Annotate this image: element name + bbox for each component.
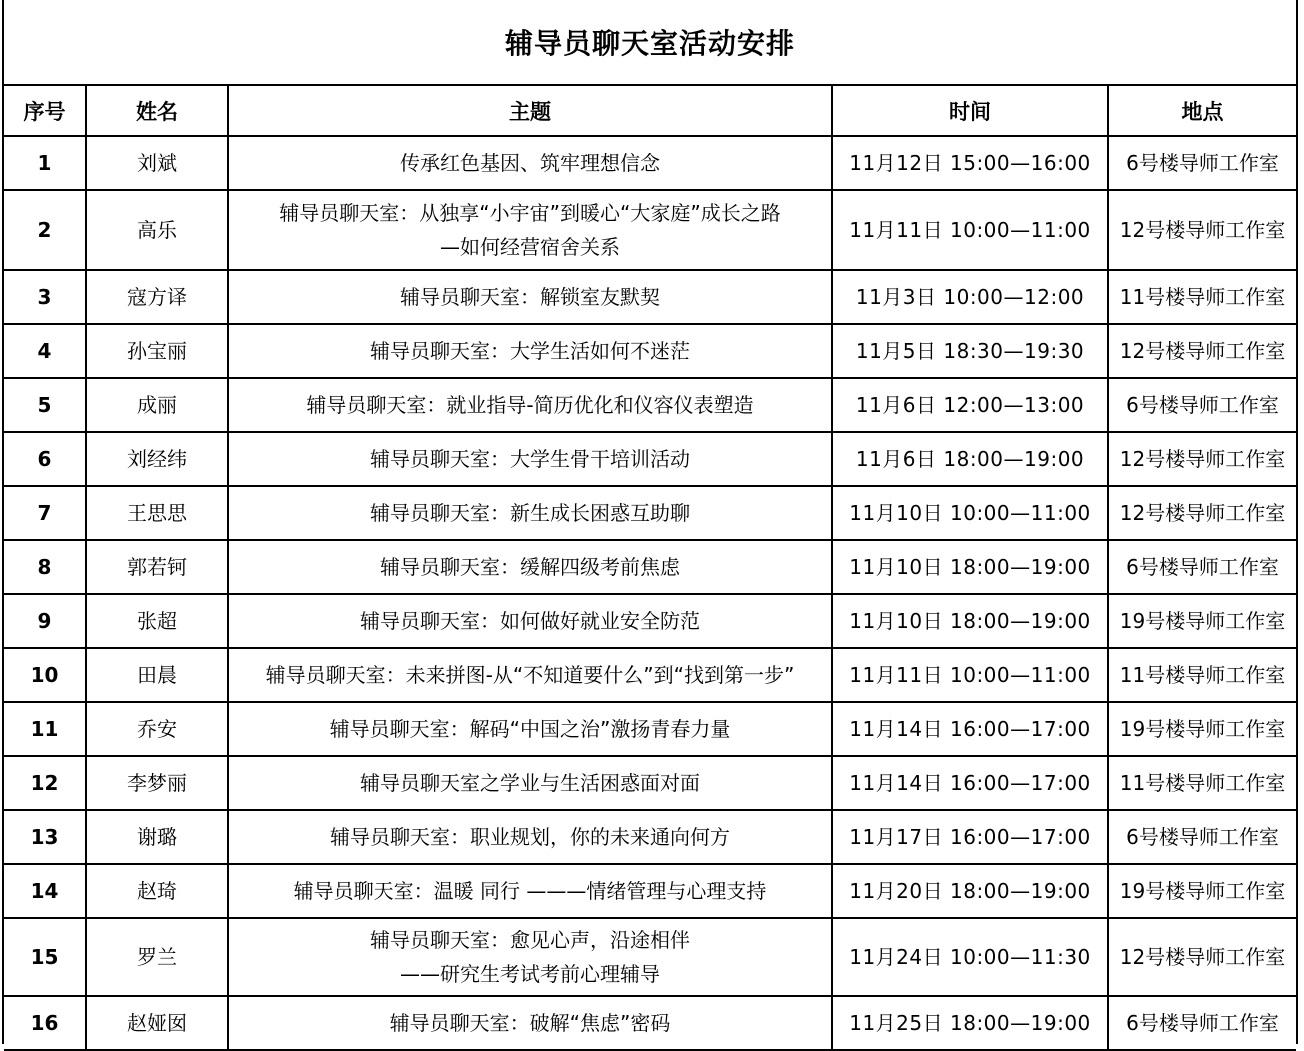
header-time: 时间 <box>832 86 1108 136</box>
cell-location: 11号楼导师工作室 <box>1108 756 1296 810</box>
cell-name: 刘经纬 <box>86 432 228 486</box>
topic-line: 辅导员聊天室：破解“焦虑”密码 <box>389 1011 671 1035</box>
cell-topic <box>228 918 832 996</box>
cell-time: 11月14日 16:00—17:00 <box>832 702 1108 756</box>
cell-location: 12号楼导师工作室 <box>1108 432 1296 486</box>
cell-num: 11 <box>4 702 86 756</box>
table-body <box>4 136 1296 1050</box>
cell-time: 11月6日 18:00—19:00 <box>832 432 1108 486</box>
cell-name: 乔安 <box>86 702 228 756</box>
table-row <box>4 918 1296 996</box>
cell-topic <box>228 864 832 918</box>
cell-topic <box>228 486 832 540</box>
table-row <box>4 324 1296 378</box>
cell-location: 12号楼导师工作室 <box>1108 486 1296 540</box>
cell-num: 10 <box>4 648 86 702</box>
header-topic: 主题 <box>228 86 832 136</box>
cell-name: 郭若钶 <box>86 540 228 594</box>
topic-line: 辅导员聊天室：大学生骨干培训活动 <box>370 447 690 471</box>
table-row <box>4 432 1296 486</box>
cell-location: 19号楼导师工作室 <box>1108 864 1296 918</box>
cell-num: 9 <box>4 594 86 648</box>
cell-location: 12号楼导师工作室 <box>1108 918 1296 996</box>
cell-time: 11月6日 12:00—13:00 <box>832 378 1108 432</box>
topic-line: 辅导员聊天室：如何做好就业安全防范 <box>360 609 700 633</box>
cell-time: 11月5日 18:30—19:30 <box>832 324 1108 378</box>
topic-line: 辅导员聊天室：新生成长困惑互助聊 <box>370 501 690 525</box>
header-name: 姓名 <box>86 86 228 136</box>
cell-topic <box>228 432 832 486</box>
cell-topic <box>228 190 832 270</box>
cell-num: 6 <box>4 432 86 486</box>
cell-name: 李梦丽 <box>86 756 228 810</box>
cell-name: 孙宝丽 <box>86 324 228 378</box>
cell-num: 1 <box>4 136 86 190</box>
schedule-sheet <box>2 0 1298 1044</box>
cell-topic <box>228 702 832 756</box>
table-row <box>4 190 1296 270</box>
cell-num: 15 <box>4 918 86 996</box>
topic-line: 辅导员聊天室：就业指导-简历优化和仪容仪表塑造 <box>306 393 754 417</box>
table-row <box>4 486 1296 540</box>
cell-num: 3 <box>4 270 86 324</box>
cell-name: 谢璐 <box>86 810 228 864</box>
cell-name: 赵娅囡 <box>86 996 228 1050</box>
cell-topic <box>228 324 832 378</box>
cell-name: 赵琦 <box>86 864 228 918</box>
topic-line: 辅导员聊天室：从独享“小宇宙”到暖心“大家庭”成长之路 <box>279 201 781 225</box>
cell-num: 2 <box>4 190 86 270</box>
cell-name: 田晨 <box>86 648 228 702</box>
cell-time: 11月14日 16:00—17:00 <box>832 756 1108 810</box>
cell-time: 11月24日 10:00—11:30 <box>832 918 1108 996</box>
cell-time: 11月10日 18:00—19:00 <box>832 594 1108 648</box>
cell-location: 11号楼导师工作室 <box>1108 270 1296 324</box>
cell-name: 王思思 <box>86 486 228 540</box>
table-row <box>4 136 1296 190</box>
cell-time: 11月12日 15:00—16:00 <box>832 136 1108 190</box>
table-row <box>4 702 1296 756</box>
cell-location: 19号楼导师工作室 <box>1108 702 1296 756</box>
cell-num: 5 <box>4 378 86 432</box>
cell-topic <box>228 810 832 864</box>
topic-line: 辅导员聊天室：温暖 同行 ———情绪管理与心理支持 <box>293 879 767 903</box>
cell-num: 7 <box>4 486 86 540</box>
cell-time: 11月25日 18:00—19:00 <box>832 996 1108 1050</box>
cell-time: 11月11日 10:00—11:00 <box>832 190 1108 270</box>
cell-location: 11号楼导师工作室 <box>1108 648 1296 702</box>
topic-subline: ——研究生考试考前心理辅导 <box>400 962 660 986</box>
cell-time: 11月10日 18:00—19:00 <box>832 540 1108 594</box>
table-row <box>4 810 1296 864</box>
cell-location: 19号楼导师工作室 <box>1108 594 1296 648</box>
cell-topic <box>228 540 832 594</box>
topic-subline: —如何经营宿舍关系 <box>440 235 620 259</box>
cell-location: 6号楼导师工作室 <box>1108 378 1296 432</box>
cell-topic <box>228 270 832 324</box>
topic-line: 辅导员聊天室：缓解四级考前焦虑 <box>380 555 680 579</box>
cell-topic <box>228 136 832 190</box>
cell-topic <box>228 996 832 1050</box>
topic-line: 辅导员聊天室：大学生活如何不迷茫 <box>370 339 690 363</box>
cell-name: 刘斌 <box>86 136 228 190</box>
topic-line: 辅导员聊天室之学业与生活困惑面对面 <box>360 771 700 795</box>
cell-num: 14 <box>4 864 86 918</box>
cell-topic <box>228 594 832 648</box>
page-title: 辅导员聊天室活动安排 <box>4 0 1296 86</box>
cell-location: 12号楼导师工作室 <box>1108 324 1296 378</box>
cell-name: 高乐 <box>86 190 228 270</box>
cell-name: 罗兰 <box>86 918 228 996</box>
cell-location: 6号楼导师工作室 <box>1108 996 1296 1050</box>
cell-location: 6号楼导师工作室 <box>1108 136 1296 190</box>
table-row <box>4 594 1296 648</box>
cell-name: 张超 <box>86 594 228 648</box>
cell-num: 12 <box>4 756 86 810</box>
cell-location: 6号楼导师工作室 <box>1108 810 1296 864</box>
table-row <box>4 540 1296 594</box>
cell-num: 13 <box>4 810 86 864</box>
cell-time: 11月11日 10:00—11:00 <box>832 648 1108 702</box>
topic-line: 辅导员聊天室：未来拼图-从“不知道要什么”到“找到第一步” <box>265 663 795 687</box>
cell-time: 11月3日 10:00—12:00 <box>832 270 1108 324</box>
topic-line: 辅导员聊天室：解码“中国之治”激扬青春力量 <box>329 717 731 741</box>
topic-line: 辅导员聊天室：职业规划，你的未来通向何方 <box>330 825 730 849</box>
table-row <box>4 378 1296 432</box>
cell-num: 8 <box>4 540 86 594</box>
cell-time: 11月20日 18:00—19:00 <box>832 864 1108 918</box>
cell-num: 4 <box>4 324 86 378</box>
topic-line: 辅导员聊天室：愈见心声，沿途相伴 <box>370 928 690 952</box>
table-header-row <box>4 86 1296 136</box>
header-num: 序号 <box>4 86 86 136</box>
table-row <box>4 756 1296 810</box>
cell-name: 寇方译 <box>86 270 228 324</box>
cell-name: 成丽 <box>86 378 228 432</box>
cell-location: 6号楼导师工作室 <box>1108 540 1296 594</box>
cell-location: 12号楼导师工作室 <box>1108 190 1296 270</box>
cell-time: 11月17日 16:00—17:00 <box>832 810 1108 864</box>
header-location: 地点 <box>1108 86 1296 136</box>
cell-num: 16 <box>4 996 86 1050</box>
cell-topic <box>228 756 832 810</box>
cell-time: 11月10日 10:00—11:00 <box>832 486 1108 540</box>
topic-line: 传承红色基因、筑牢理想信念 <box>400 151 660 175</box>
topic-line: 辅导员聊天室：解锁室友默契 <box>400 285 660 309</box>
table-row <box>4 996 1296 1050</box>
table-row <box>4 270 1296 324</box>
table-row <box>4 648 1296 702</box>
schedule-table <box>4 86 1296 1051</box>
cell-topic <box>228 378 832 432</box>
table-row <box>4 864 1296 918</box>
cell-topic <box>228 648 832 702</box>
